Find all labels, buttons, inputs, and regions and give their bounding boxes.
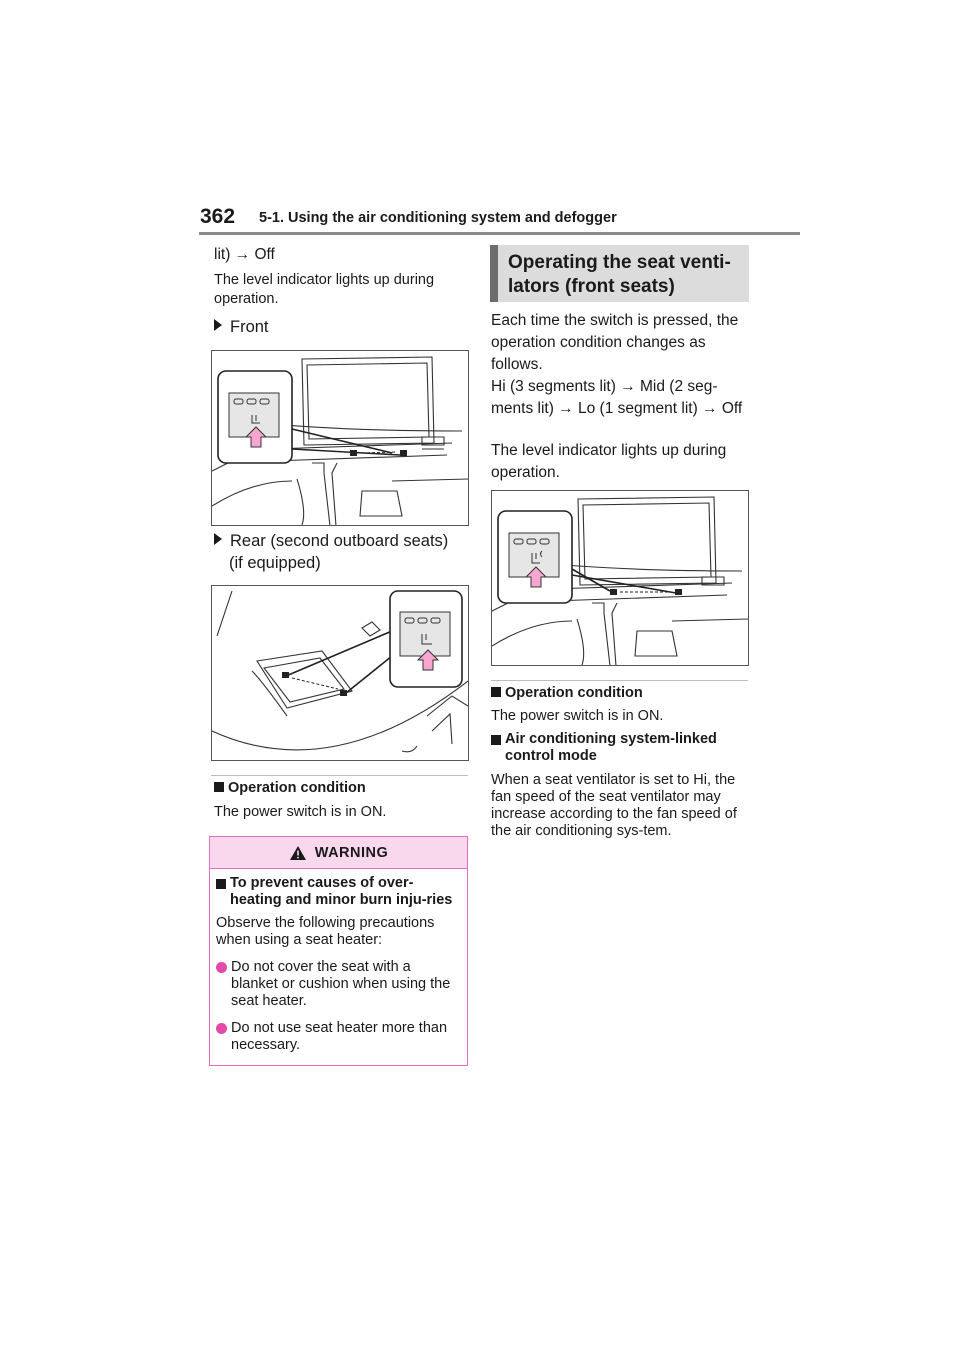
warning-subheading: To prevent causes of over-heating and minor burn inju-ries [216, 875, 461, 909]
ac-linked-heading: Air conditioning system-linked control mode [491, 731, 749, 765]
square-bullet-icon [214, 782, 224, 792]
chapter-title: 5-1. Using the air conditioning system and defogger [259, 210, 617, 226]
header-divider [199, 232, 800, 235]
triangle-bullet-icon [214, 319, 222, 331]
warning-intro: Observe the following precautions when using a seat heater: [216, 915, 435, 948]
warning-title: WARNING [314, 844, 389, 861]
warning-item: Do not use seat heater more than necessary. [216, 1020, 461, 1054]
front-label: Front [214, 316, 269, 338]
operation-text-right: The power switch is in ON. [491, 708, 664, 724]
indicator-note: The level indicator lights up during operation. [214, 272, 435, 307]
right-section-divider [491, 680, 748, 681]
operation-heading-left: Operation condition [214, 779, 366, 798]
ventilator-switch-figure [491, 490, 749, 666]
section-title: Operating the seat venti- lators (front seats) [490, 245, 749, 302]
warning-box [209, 836, 468, 1066]
round-bullet-icon [216, 1023, 227, 1034]
operation-heading-right: Operation condition [491, 684, 643, 703]
rear-switch-figure [211, 585, 469, 761]
square-bullet-icon [491, 687, 501, 697]
front-switch-figure [211, 350, 469, 526]
triangle-bullet-icon [214, 533, 222, 545]
operation-text-left: The power switch is in ON. [214, 804, 387, 820]
ventilator-intro: Each time the switch is pressed, the operation condition changes as follows. [491, 312, 739, 373]
ac-linked-text: When a seat ventilator is set to Hi, the fan speed of the seat ventilator may increase according to the fan speed of the air conditioning sys-tem. [491, 772, 737, 839]
continued-line: lit) → Off [214, 246, 275, 263]
left-section-divider [211, 775, 468, 776]
square-bullet-icon [491, 735, 501, 745]
ventilator-sequence: Hi (3 segments lit) → Mid (2 seg-ments lit) → Lo (1 segment lit) → Off [491, 378, 743, 417]
warning-triangle-icon [289, 845, 307, 861]
square-bullet-icon [216, 879, 226, 889]
warning-header [210, 837, 467, 869]
round-bullet-icon [216, 962, 227, 973]
ventilator-indicator-note: The level indicator lights up during operation. [491, 442, 727, 481]
rear-label: Rear (second outboard seats) (if equipped) [214, 530, 448, 574]
warning-item: Do not cover the seat with a blanket or cushion when using the seat heater. [216, 959, 461, 1010]
page-number: 362 [200, 205, 236, 228]
